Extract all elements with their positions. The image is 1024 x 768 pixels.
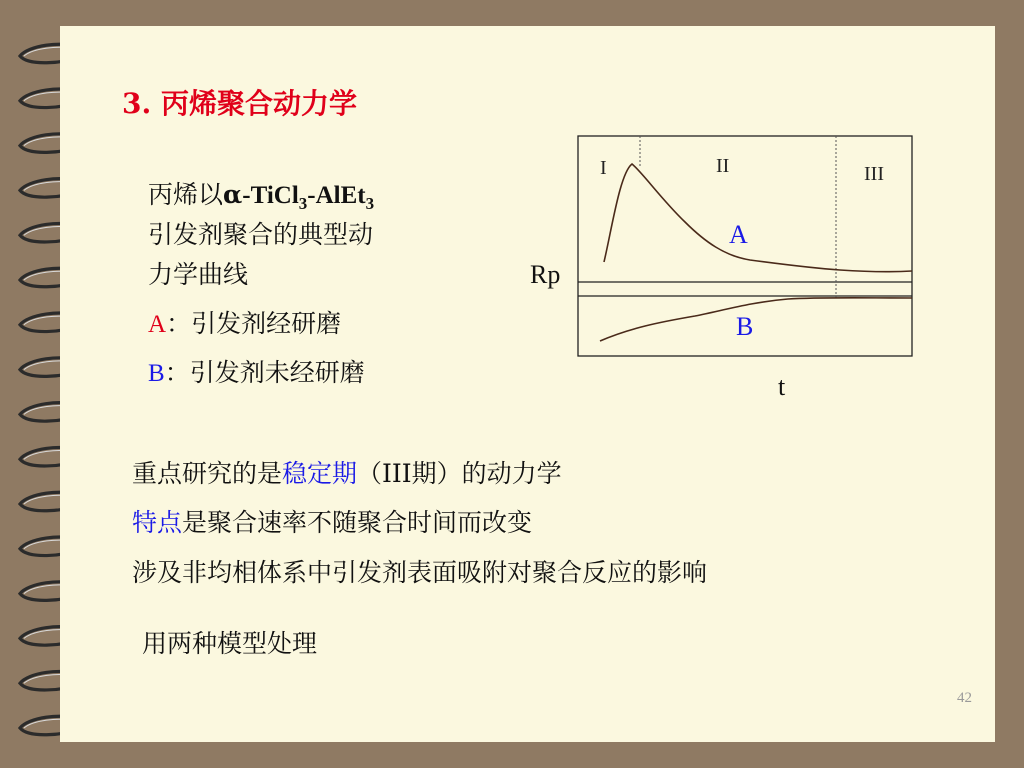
involves-line: 涉及非均相体系中引发剂表面吸附对聚合反应的影响 [132,558,708,587]
description-line-1 [148,175,374,214]
formula-alet: -AlEt [307,182,366,209]
description-line-2: 引发剂聚合的典型动 [148,220,374,249]
curve-b [600,298,912,341]
page-number: 42 [957,690,972,706]
models-line: 用两种模型处理 [142,629,318,658]
focus-paren: （III期） [357,459,462,488]
focus-line [132,454,562,490]
feature-line [132,503,532,539]
x-axis-label: t [778,372,786,401]
legend-a-key: A [148,311,167,338]
series-b-label: B [736,312,754,341]
legend-b-line [148,353,365,389]
focus-prefix: 重点研究的是 [132,459,283,488]
alpha-symbol: α [223,180,243,209]
formula-sub-2: 3 [365,194,375,213]
phase-label-3: III [864,163,884,185]
slide-title: 3. 丙烯聚合动力学 [122,87,357,120]
formula-sub-1: 3 [298,194,308,213]
focus-highlight: 稳定期 [282,459,358,488]
legend-a-line [148,304,341,340]
description-line-3: 力学曲线 [148,260,249,289]
legend-b-text: ：引发剂未经研磨 [164,358,365,387]
feature-text: 是聚合速率不随聚合时间而改变 [182,508,533,537]
formula-ticl: -TiCl [242,182,299,209]
feature-highlight: 特点 [132,508,183,537]
y-axis-label: Rp [530,260,561,289]
legend-a-text: ：引发剂经研磨 [166,309,342,338]
focus-suffix: 的动力学 [461,459,562,488]
phase-label-1: I [600,157,607,179]
kinetics-chart [520,128,940,408]
desc-prefix: 丙烯以 [148,180,224,209]
legend-b-key: B [148,360,165,387]
phase-label-2: II [716,155,730,177]
series-a-label: A [729,220,748,249]
